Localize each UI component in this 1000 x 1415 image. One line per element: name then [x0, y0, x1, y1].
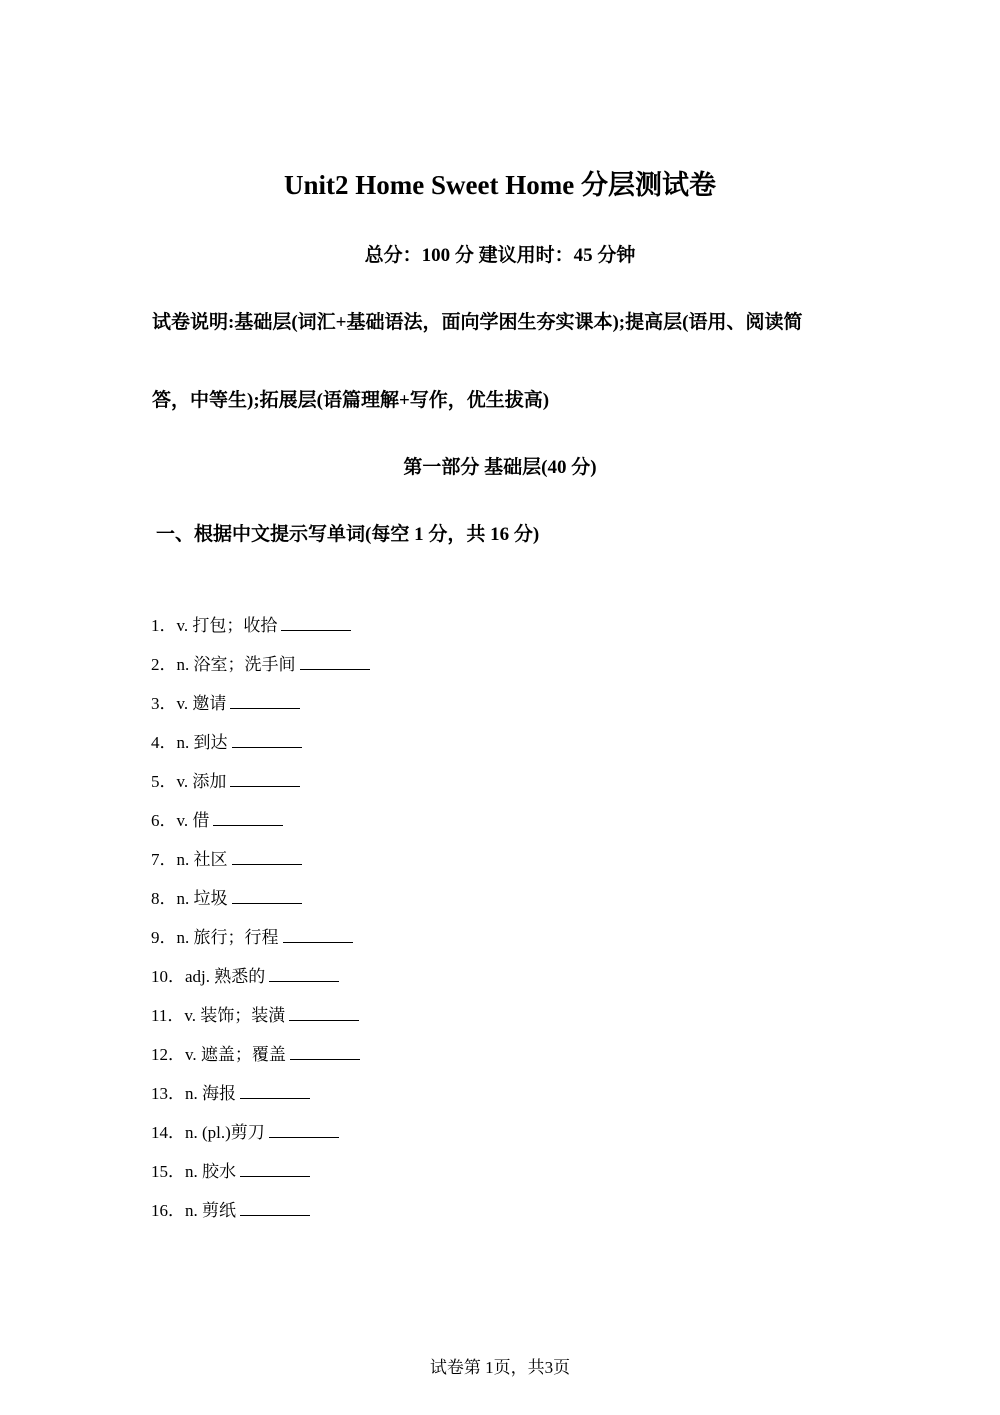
vocabulary-item-list: [151, 612, 370, 1236]
vocabulary-item: [151, 846, 370, 885]
item-prompt: v. 借: [176, 811, 210, 830]
answer-blank[interactable]: [240, 1160, 310, 1177]
section-heading: 一、根据中文提示写单词(每空 1 分，共 16 分): [156, 524, 540, 545]
answer-blank[interactable]: [232, 887, 302, 904]
vocabulary-item: [151, 651, 370, 690]
vocabulary-item: [151, 690, 370, 729]
vocabulary-item: [151, 1197, 370, 1236]
item-number: 16．: [151, 1201, 185, 1220]
item-prompt: n. 剪纸: [185, 1201, 236, 1220]
item-number: 1．: [151, 616, 177, 635]
item-prompt: adj. 熟悉的: [185, 967, 266, 986]
item-prompt: n. 海报: [185, 1084, 236, 1103]
item-prompt: v. 邀请: [176, 694, 227, 713]
vocabulary-item: [151, 612, 370, 651]
answer-blank[interactable]: [232, 731, 302, 748]
item-number: 5．: [151, 772, 177, 791]
answer-blank[interactable]: [300, 653, 370, 670]
item-number: 13．: [151, 1084, 185, 1103]
answer-blank[interactable]: [269, 965, 339, 982]
answer-blank[interactable]: [283, 926, 353, 943]
answer-blank[interactable]: [230, 692, 300, 709]
item-number: 4．: [151, 733, 177, 752]
part-heading: 第一部分 基础层(40 分): [403, 457, 597, 478]
vocabulary-item: [151, 1158, 370, 1197]
vocabulary-item: [151, 768, 370, 807]
item-prompt: n. 到达: [176, 733, 228, 752]
score-time-line: 总分：100 分 建议用时：45 分钟: [364, 245, 636, 266]
item-number: 2．: [151, 655, 177, 674]
item-number: 14．: [151, 1123, 185, 1142]
item-prompt: n. 浴室；洗手间: [176, 655, 296, 674]
item-number: 6．: [151, 811, 177, 830]
vocabulary-item: [151, 729, 370, 768]
vocabulary-item: [151, 807, 370, 846]
vocabulary-item: [151, 1041, 370, 1080]
item-number: 8．: [151, 889, 177, 908]
answer-blank[interactable]: [230, 770, 300, 787]
paper-description-line-1: 试卷说明:基础层(词汇+基础语法，面向学困生夯实课本);提高层(语用、阅读简: [152, 312, 803, 333]
vocabulary-item: [151, 963, 370, 1002]
item-prompt: v. 打包；收拾: [176, 616, 278, 635]
answer-blank[interactable]: [232, 848, 302, 865]
answer-blank[interactable]: [240, 1199, 310, 1216]
item-number: 3．: [151, 694, 177, 713]
item-number: 9．: [151, 928, 177, 947]
answer-blank[interactable]: [290, 1043, 360, 1060]
item-number: 15．: [151, 1162, 185, 1181]
item-prompt: v. 装饰；装潢: [184, 1006, 286, 1025]
answer-blank[interactable]: [240, 1082, 310, 1099]
answer-blank[interactable]: [281, 614, 351, 631]
paper-description-line-2: 答，中等生);拓展层(语篇理解+写作，优生拔高): [152, 390, 550, 411]
document-title: Unit2 Home Sweet Home 分层测试卷: [284, 170, 716, 200]
page-footer: 试卷第 1页，共3页: [429, 1358, 571, 1377]
item-number: 11．: [151, 1006, 185, 1025]
item-number: 10．: [151, 967, 185, 986]
vocabulary-item: [151, 924, 370, 963]
item-prompt: n. 胶水: [185, 1162, 236, 1181]
item-prompt: v. 添加: [176, 772, 227, 791]
item-number: 7．: [151, 850, 177, 869]
answer-blank[interactable]: [269, 1121, 339, 1138]
item-prompt: v. 遮盖；覆盖: [185, 1045, 286, 1064]
answer-blank[interactable]: [289, 1004, 359, 1021]
item-prompt: n. 旅行；行程: [176, 928, 279, 947]
vocabulary-item: [151, 885, 370, 924]
vocabulary-item: [151, 1080, 370, 1119]
item-prompt: n. 社区: [176, 850, 228, 869]
vocabulary-item: [151, 1002, 370, 1041]
vocabulary-item: [151, 1119, 370, 1158]
item-prompt: n. (pl.)剪刀: [185, 1123, 265, 1142]
item-number: 12．: [151, 1045, 185, 1064]
item-prompt: n. 垃圾: [176, 889, 228, 908]
answer-blank[interactable]: [213, 809, 283, 826]
